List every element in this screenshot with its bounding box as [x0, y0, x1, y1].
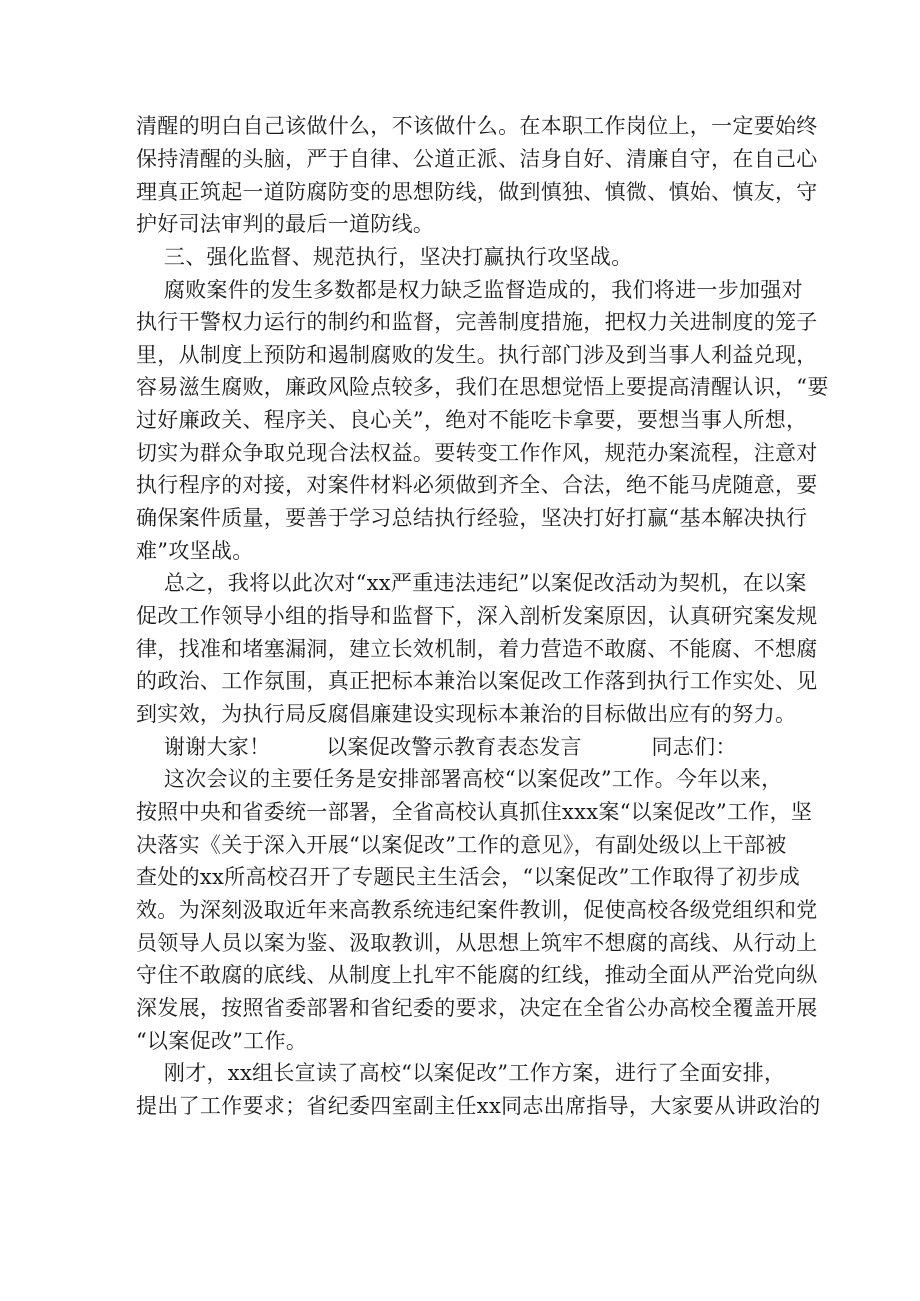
text-line: 里，从制度上预防和遏制腐败的发生。执行部门涉及到当事人利益兑现，	[136, 343, 818, 367]
text-line: 切实为群众争取兑现合法权益。要转变工作作风，规范办案流程，注意对	[136, 441, 818, 465]
text-line: 理真正筑起一道防腐防变的思想防线，做到慎独、慎微、慎始、慎友，守	[136, 180, 818, 204]
text-line: 效。为深刻汲取近年来高教系统违纪案件教训，促使高校各级党组织和党	[136, 898, 818, 922]
section-heading: 三、强化监督、规范执行，坚决打赢执行攻坚战。	[136, 245, 633, 269]
text-line: 总之，我将以此次对“xx严重违法违纪”以案促改活动为契机，在以案	[136, 571, 807, 595]
text-line: “以案促改”工作。	[136, 1029, 308, 1053]
text-line: 腐败案件的发生多数都是权力缺乏监督造成的，我们将进一步加强对	[136, 278, 803, 302]
text-line: 谢谢大家！ 以案促改警示教育表态发言 同志们：	[136, 735, 737, 759]
text-line: 深发展，按照省委部署和省纪委的要求，决定在全省公办高校全覆盖开展	[136, 996, 818, 1020]
text-line: 按照中央和省委统一部署，全省高校认真抓住xxx案“以案促改”工作，坚	[136, 800, 813, 824]
text-line: 护好司法审判的最后一道防线。	[136, 212, 435, 236]
text-line: 的政治、工作氛围，真正把标本兼治以案促改工作落到执行工作实处、见	[136, 669, 818, 693]
text-line: 守住不敢腐的底线、从制度上扎牢不能腐的红线，推动全面从严治党向纵	[136, 963, 818, 987]
text-line: 清醒的明白自己该做什么，不该做什么。在本职工作岗位上，一定要始终	[136, 114, 818, 138]
text-line: 这次会议的主要任务是安排部署高校“以案促改”工作。今年以来，	[136, 767, 783, 791]
text-line: 员领导人员以案为鉴、汲取教训，从思想上筑牢不想腐的高线、从行动上	[136, 931, 818, 955]
text-line: 到实效，为执行局反腐倡廉建设实现标本兼治的目标做出应有的努力。	[136, 702, 797, 726]
text-line: 过好廉政关、程序关、良心关”，绝对不能吃卡拿要，要想当事人所想，	[136, 408, 808, 432]
text-line: 容易滋生腐败，廉政风险点较多，我们在思想觉悟上要提高清醒认识，“要	[136, 375, 829, 399]
text-line: 执行程序的对接，对案件材料必须做到齐全、合法，绝不能马虎随意，要	[136, 473, 818, 497]
text-line: 保持清醒的头脑，严于自律、公道正派、洁身自好、清廉自守，在自己心	[136, 147, 818, 171]
text-line: 提出了工作要求；省纪委四室副主任xx同志出席指导，大家要从讲政治的	[136, 1094, 821, 1118]
text-line: 查处的xx所高校召开了专题民主生活会，“以案促改”工作取得了初步成	[136, 865, 801, 889]
text-line: 刚才，xx组长宣读了高校“以案促改”工作方案，进行了全面安排，	[136, 1061, 786, 1085]
text-line: 确保案件质量，要善于学习总结执行经验，坚决打好打赢“基本解决执行	[136, 506, 808, 530]
text-line: 难”攻坚战。	[136, 539, 254, 563]
text-line: 决落实《关于深入开展“以案促改”工作的意见》，有副处级以上干部被	[136, 833, 787, 857]
text-line: 促改工作领导小组的指导和监督下，深入剖析发案原因，认真研究案发规	[136, 604, 818, 628]
text-line: 律，找准和堵塞漏洞，建立长效机制，着力营造不敢腐、不能腐、不想腐	[136, 637, 818, 661]
text-line: 执行干警权力运行的制约和监督，完善制度措施，把权力关进制度的笼子	[136, 310, 818, 334]
